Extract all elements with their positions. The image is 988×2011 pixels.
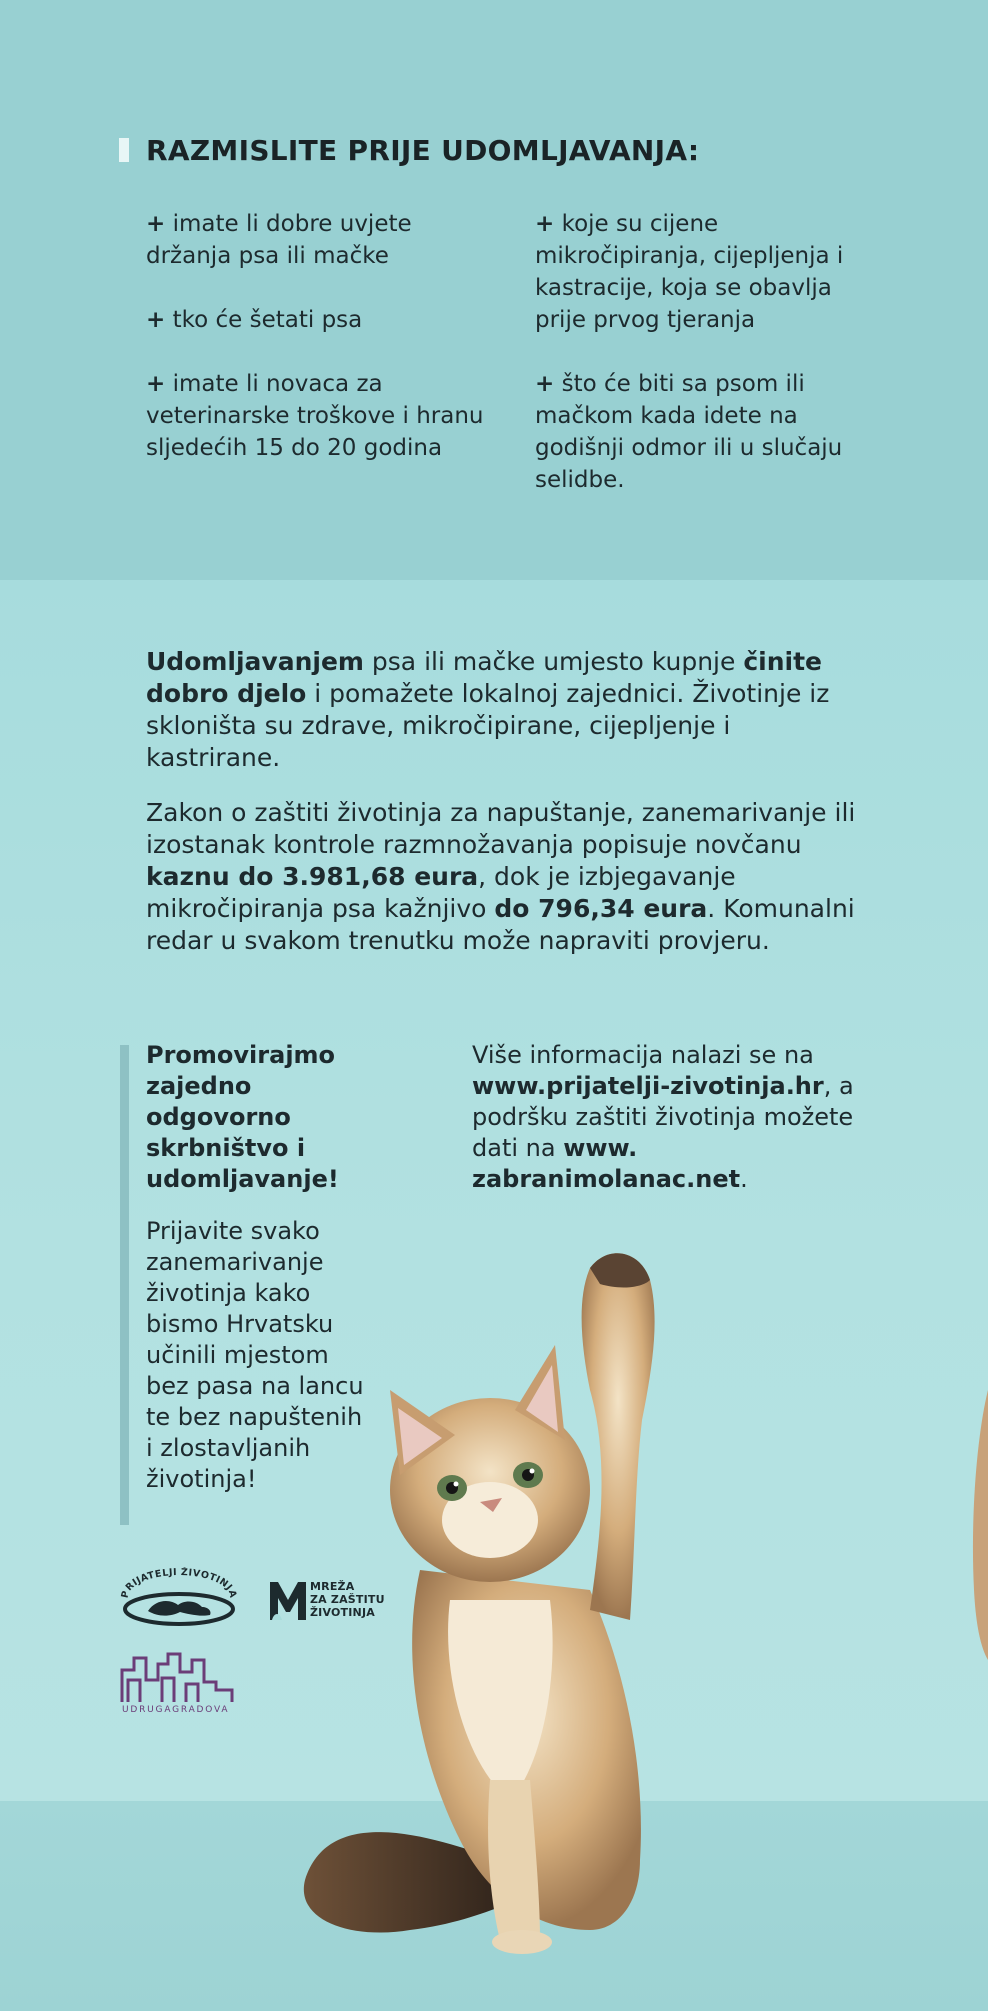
plus-icon: + bbox=[146, 211, 166, 237]
plus-icon: + bbox=[146, 307, 166, 333]
checklist-item bbox=[146, 208, 486, 272]
plus-icon: + bbox=[535, 371, 555, 397]
plus-icon: + bbox=[146, 371, 166, 397]
promo-body: Prijavite svako zanemarivanje životinja kako bismo Hrvatsku učinili mjestom bez pasa na lancu te bez napuštenih i zlostavljanih životinja! bbox=[146, 1217, 364, 1493]
checklist-item bbox=[535, 368, 865, 496]
prijatelji-zivotinja-logo bbox=[120, 1567, 238, 1627]
city-skyline-icon bbox=[120, 1650, 240, 1705]
adoption-text-2: i pomažete lokalnoj zajednici. Životinje iz skloništa su zdrave, mikročipirane, cijepljenje i kastrirane. bbox=[146, 679, 830, 772]
mreza-line-2b: ZAŠTITU bbox=[330, 1593, 385, 1606]
law-text-1: Zakon o zaštiti životinja za napuštanje, zanemarivanje ili izostanak kontrole razmnožavanja popisuje novčanu bbox=[146, 798, 856, 859]
checklist-left bbox=[146, 208, 486, 496]
promo-heading: Promovirajmo zajedno odgovorno skrbništvo i udomljavanje! bbox=[146, 1041, 339, 1193]
kitten-illustration bbox=[290, 1240, 710, 1960]
mreza-line-1: MREŽA bbox=[310, 1580, 355, 1593]
udruga-gradova-logo bbox=[120, 1650, 240, 1720]
checklist-item bbox=[535, 208, 865, 336]
info-text-2: , a podršku zaštiti životinja možete dati na bbox=[472, 1072, 854, 1162]
plus-icon: + bbox=[535, 211, 555, 237]
adoption-bold-2: činite dobro djelo bbox=[146, 647, 822, 708]
info-text-1: Više informacija nalazi se na bbox=[472, 1041, 814, 1069]
adoption-text-1: psa ili mačke umjesto kupnje bbox=[363, 647, 744, 676]
page-title: RAZMISLITE PRIJE UDOMLJAVANJA: bbox=[146, 134, 700, 167]
udruga-logo-text: UDRUGAGRADOVA bbox=[122, 1705, 230, 1715]
title-marker bbox=[119, 138, 129, 162]
microchip-fine: do 796,34 eura bbox=[494, 894, 708, 923]
checklist-item-text: tko će šetati psa bbox=[165, 307, 363, 333]
checklist-item bbox=[146, 368, 486, 464]
info-paragraph bbox=[472, 1040, 872, 1195]
mreza-line-3: ŽIVOTINJA bbox=[310, 1606, 375, 1619]
link-zabranimolanac[interactable]: www. zabranimolanac.net bbox=[472, 1134, 741, 1193]
fine-amount: kaznu do 3.981,68 eura bbox=[146, 862, 479, 891]
law-text-2: , dok je izbjegavanje mikročipiranja psa kažnjivo bbox=[146, 862, 736, 923]
promo-side-rule bbox=[120, 1045, 129, 1525]
checklist-right bbox=[535, 208, 865, 528]
adoption-bold-1: Udomljavanjem bbox=[146, 647, 364, 676]
checklist-item-text: što će biti sa psom ili mačkom kada idete na godišnji odmor ili u slučaju selidbe. bbox=[535, 371, 843, 493]
checklist-item-text: koje su cijene mikročipiranja, cijepljenja i kastracije, koja se obavlja prije prvog tjeranja bbox=[535, 211, 844, 333]
law-text-3: . Komunalni redar u svakom trenutku može napraviti provjeru. bbox=[146, 894, 855, 955]
link-prijatelji[interactable]: www.prijatelji-zivotinja.hr bbox=[472, 1072, 824, 1100]
checklist-item bbox=[146, 304, 486, 336]
prijatelji-logo-text: PRIJATELJI ŽIVOTINJA bbox=[120, 1567, 238, 1600]
law-paragraph bbox=[146, 797, 866, 957]
mreza-line-2a: ZA bbox=[310, 1593, 331, 1606]
edge-kitten-illustration bbox=[960, 1390, 988, 1660]
info-text-3: . bbox=[740, 1165, 748, 1193]
checklist-item-text: imate li dobre uvjete držanja psa ili mačke bbox=[146, 211, 412, 269]
checklist-item-text: imate li novaca za veterinarske troškove i hranu sljedećih 15 do 20 godina bbox=[146, 371, 484, 461]
adoption-paragraph bbox=[146, 646, 866, 774]
